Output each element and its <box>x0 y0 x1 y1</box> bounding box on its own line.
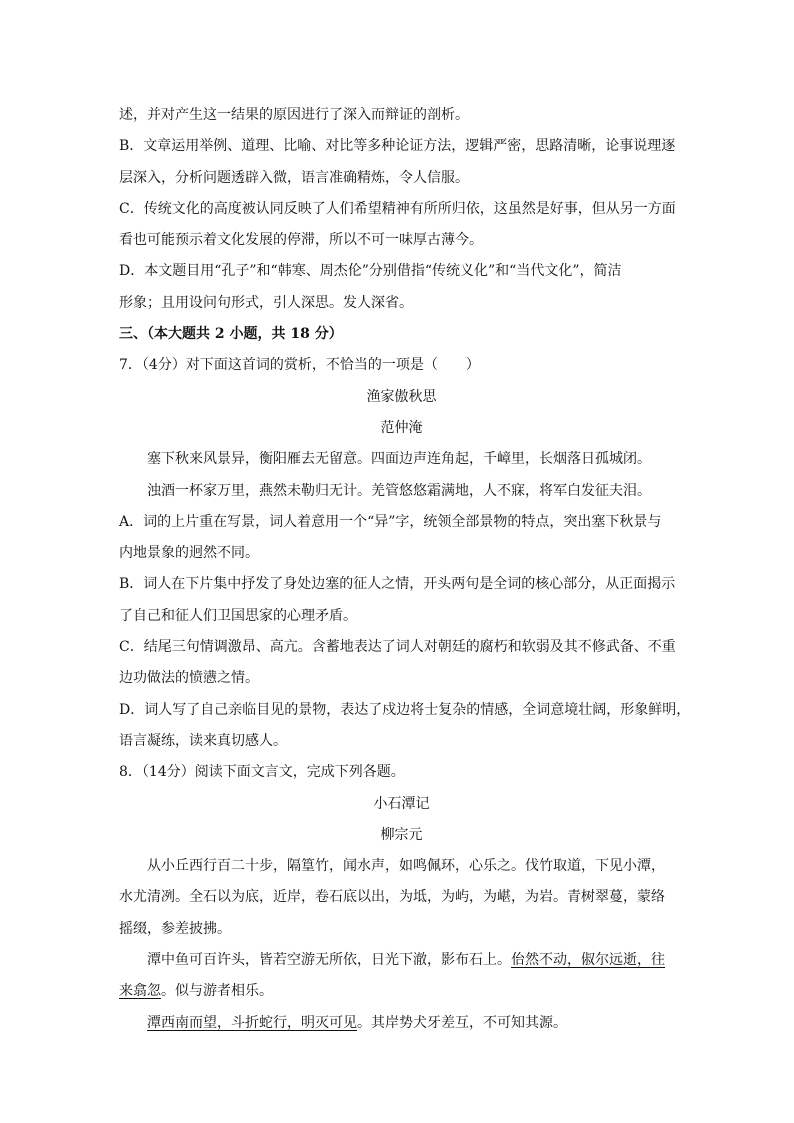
essay-para3-line1 <box>119 1008 684 1039</box>
q7-stem: 7．（4分）对下面这首词的赏析，不恰当的一项是（ ） <box>119 357 480 374</box>
q6-option-b-line2: 层深入，分析问题透辟入微，语言准确精炼，令人信服。 <box>119 169 469 186</box>
essay-para2-text: 潭中鱼可百许头，皆若空游无所依，日光下澈，影布石上。 <box>147 952 511 969</box>
q7-option-b-line2: 了自己和征人们卫国思家的心理矛盾。 <box>119 607 357 624</box>
poem-author: 范仲淹 <box>380 419 423 436</box>
q6-option-c-line1: C．传统文化的高度被认同反映了人们希望精神有所所归依，这虽然是好事，但从另一方面 <box>119 200 676 217</box>
essay-author: 柳宗元 <box>380 826 423 843</box>
q6-option-c-line2: 看也可能预示着文化发展的停滞，所以不可一味厚古薄今。 <box>119 232 483 249</box>
q7-option-c-line2: 边功做法的愤懑之情。 <box>119 670 259 687</box>
q7-option-d-line1: D．词人写了自己亲临目见的景物，表达了戍边将士复杂的情感，全词意境壮阔，形象鲜明， <box>119 701 691 718</box>
essay-para2-line1 <box>119 945 684 976</box>
document-page <box>119 100 691 1039</box>
underlined-phrase: 佁然不动，俶尔远逝，往 <box>511 952 665 969</box>
essay-para1-line3: 摇缀，参差披拂。 <box>119 920 231 937</box>
q7-option-b-line1: B．词人在下片集中抒发了身处边塞的征人之情，开头两句是全词的核心部分，从正面揭示 <box>119 576 676 593</box>
poem-line-1: 塞下秋来风景异，衡阳雁去无留意。四面边声连角起，千嶂里，长烟落日孤城闭。 <box>147 451 651 468</box>
q6-option-d-line1: D．本文题目用“孔子”和“韩寒、周杰伦”分别借指“传统义化”和“当代文化”，简洁 <box>119 263 622 280</box>
q8-stem: 8．（14分）阅读下面文言文，完成下列各题。 <box>119 764 405 781</box>
essay-para1-line2: 水尤清冽。全石以为底，近岸，卷石底以出，为坻，为屿，为嵁，为岩。青树翠蔓，蒙络 <box>119 889 665 906</box>
q6-option-b-line1: B．文章运用举例、道理、比喻、对比等多种论证方法，逻辑严密，思路清晰，论事说理逐 <box>119 138 676 155</box>
q7-option-a-line2: 内地景象的迥然不同。 <box>119 545 259 562</box>
poem-title: 渔家傲秋思 <box>366 388 437 405</box>
essay-title: 小石潭记 <box>373 795 430 812</box>
q7-option-c-line1: C．结尾三句情调激昂、高亢。含蓄地表达了词人对朝廷的腐朽和软弱及其不修武备、不重 <box>119 639 676 656</box>
essay-para1-line1: 从小丘西行百二十步，隔篁竹，闻水声，如鸣佩环，心乐之。伐竹取道，下见小潭， <box>147 858 665 875</box>
q6-stem-tail: 述，并对产生这一结果的原因进行了深入而辩证的剖析。 <box>119 107 469 123</box>
q6-option-d-line2: 形象；且用设问句形式，引人深思。发人深省。 <box>119 294 413 311</box>
q7-option-a-line1: A．词的上片重在写景，词人着意用一个“异”字，统领全部景物的特点，突出塞下秋景与 <box>119 513 662 530</box>
essay-para2-text: 。似与游者相乐。 <box>161 983 273 1000</box>
underlined-phrase: 来翕忽 <box>119 983 161 1000</box>
essay-para2-line2 <box>119 976 684 1007</box>
q7-option-d-line2: 语言凝练，读来真切感人。 <box>119 732 287 749</box>
poem-line-2: 浊酒一杯家万里，燕然未勒归无计。羌管悠悠霜满地，人不寐，将军白发征夫泪。 <box>147 482 651 499</box>
essay-para3-text: 。其岸势犬牙差互，不可知其源。 <box>357 1014 567 1031</box>
underlined-phrase: 潭西南而望，斗折蛇行，明灭可见 <box>147 1014 357 1031</box>
section-heading: 三、（本大题共 2 小题，共 18 分） <box>119 326 343 343</box>
